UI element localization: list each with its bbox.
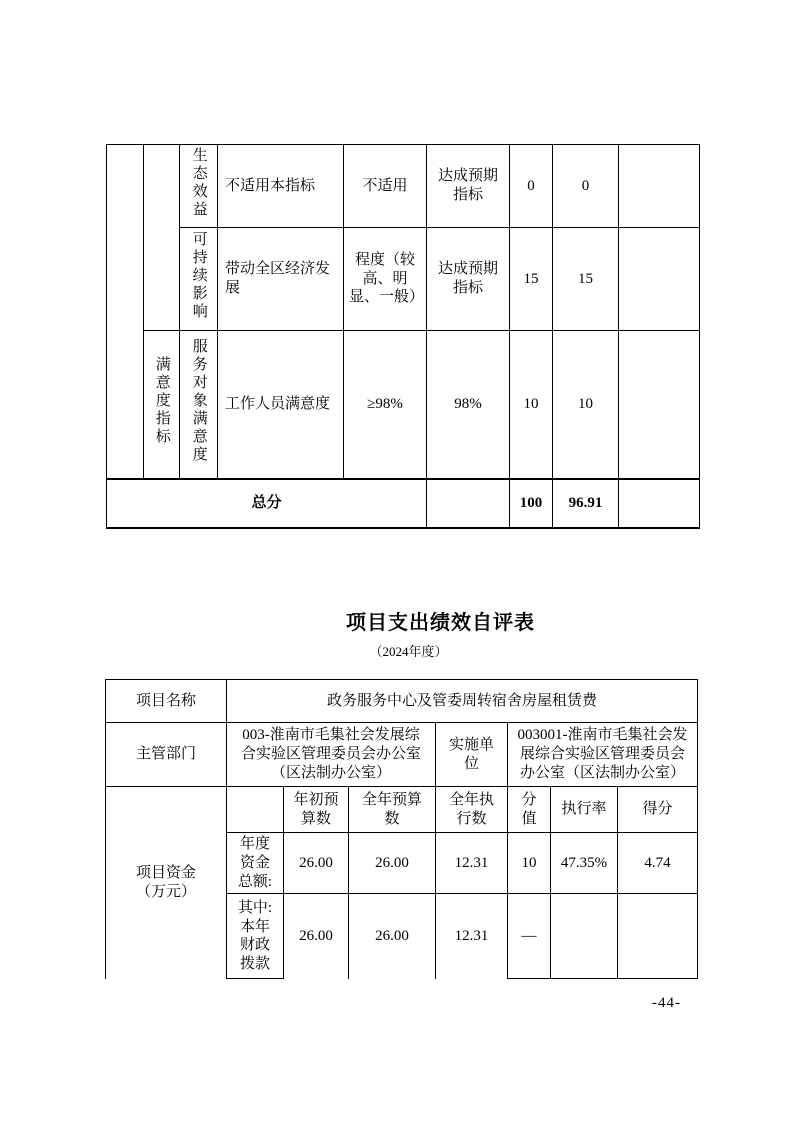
table-row: [107, 228, 700, 331]
project-name-label: 项目名称: [106, 680, 227, 723]
cell-executed: 12.31: [436, 894, 508, 979]
impl-unit-value: 003001-淮南市毛集社会发展综合实验区管理委员会办公室（区法制办公室）: [508, 723, 698, 787]
cell-points: 10: [508, 833, 551, 894]
funds-label: 项目资金 （万元）: [106, 787, 227, 979]
empty-cell: [227, 787, 284, 833]
page-number: -44-: [652, 995, 681, 1011]
cell-points: 0: [510, 145, 553, 228]
row-label: 其中: 本年 财政 拨款: [227, 894, 284, 979]
cell-indicator: 工作人员满意度: [218, 331, 344, 479]
cell-actual: 达成预期指标: [427, 145, 510, 228]
cell-actual: 达成预期指标: [427, 228, 510, 331]
cell-indicator: 带动全区经济发展: [218, 228, 344, 331]
subcategory-label: 生态效益: [190, 147, 207, 220]
total-label: 总分: [107, 479, 427, 528]
total-row: [107, 479, 700, 528]
project-name-value: 政务服务中心及管委周转宿舍房屋租赁费: [227, 680, 698, 723]
self-evaluation-table: [105, 679, 698, 979]
cell-subcategory: [180, 145, 218, 228]
cell-indicator: 不适用本指标: [218, 145, 344, 228]
section-subtitle: （2024年度）: [369, 644, 448, 659]
empty-cell: [144, 145, 180, 331]
cell-score: 10: [553, 331, 619, 479]
empty-cell: [619, 145, 700, 228]
section-title: 项目支出绩效自评表: [346, 612, 535, 634]
cell-budget-full: 26.00: [349, 833, 436, 894]
cell-subcategory: [180, 228, 218, 331]
table-row: [107, 145, 700, 228]
dept-label: 主管部门: [106, 723, 227, 787]
cell-score: 15: [553, 228, 619, 331]
cell-score: 4.74: [618, 833, 698, 894]
cell-points: 15: [510, 228, 553, 331]
cell-category: [144, 331, 180, 479]
cell-score: 0: [553, 145, 619, 228]
cell-target: 不适用: [344, 145, 427, 228]
cell-target: ≥98%: [344, 331, 427, 479]
header-score: 得分: [618, 787, 698, 833]
dept-value: 003-淮南市毛集社会发展综合实验区管理委员会办公室（区法制办公室）: [227, 723, 436, 787]
header-row: [106, 787, 698, 833]
total-points: 100: [510, 479, 553, 528]
cell-score: [618, 894, 698, 979]
table-row: [106, 680, 698, 723]
empty-cell: [107, 145, 144, 479]
row-label: 年度 资金 总额:: [227, 833, 284, 894]
empty-cell: [619, 228, 700, 331]
header-budget-full: 全年预算数: [349, 787, 436, 833]
header-points: 分值: [508, 787, 551, 833]
performance-indicator-table: [106, 144, 700, 529]
header-executed: 全年执行数: [436, 787, 508, 833]
impl-unit-label: 实施单位: [436, 723, 508, 787]
cell-target: 程度（较高、明显、一般）: [344, 228, 427, 331]
header-rate: 执行率: [551, 787, 618, 833]
cell-actual: 98%: [427, 331, 510, 479]
empty-cell: [619, 479, 700, 528]
cell-rate: 47.35%: [551, 833, 618, 894]
table-row: [106, 723, 698, 787]
cell-rate: [551, 894, 618, 979]
cell-points: 10: [510, 331, 553, 479]
cell-subcategory: [180, 331, 218, 479]
cell-executed: 12.31: [436, 833, 508, 894]
total-score: 96.91: [553, 479, 619, 528]
subcategory-label: 服务对象满意度: [190, 338, 207, 465]
cell-points: —: [508, 894, 551, 979]
header-budget-initial: 年初预算数: [284, 787, 349, 833]
empty-cell: [427, 479, 510, 528]
table-row: [107, 331, 700, 479]
cell-budget-initial: 26.00: [284, 894, 349, 979]
category-label: 满意度指标: [153, 356, 170, 447]
empty-cell: [619, 331, 700, 479]
subcategory-label: 可持续影响: [190, 231, 207, 322]
cell-budget-full: 26.00: [349, 894, 436, 979]
cell-budget-initial: 26.00: [284, 833, 349, 894]
